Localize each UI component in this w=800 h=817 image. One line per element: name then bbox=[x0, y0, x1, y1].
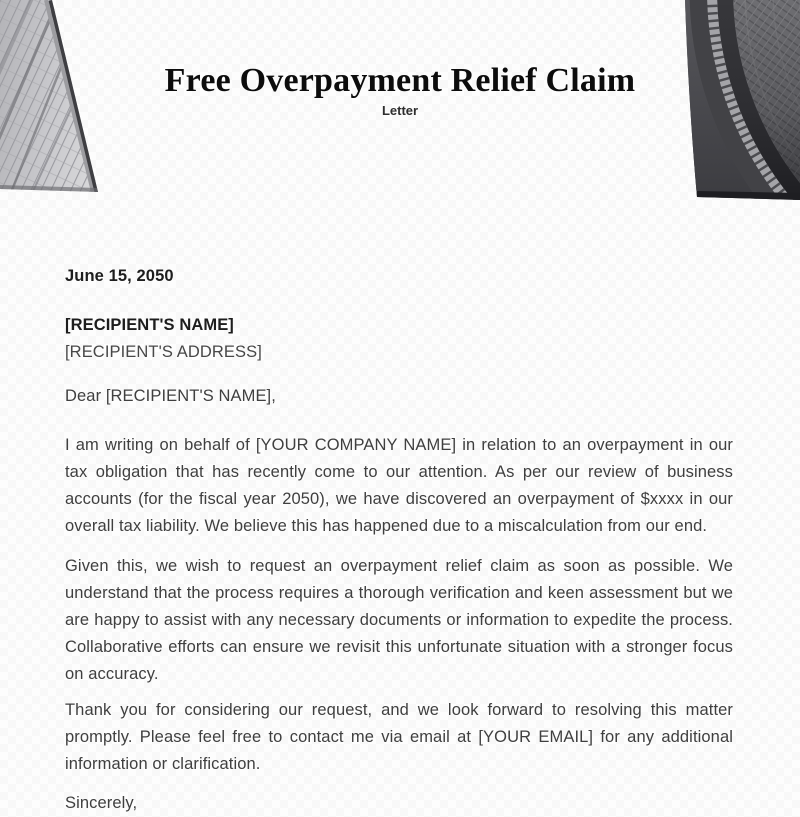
letter-date: June 15, 2050 bbox=[65, 267, 174, 285]
page-subtitle: Letter bbox=[381, 103, 419, 118]
letter-body bbox=[65, 263, 733, 817]
salutation: Dear [RECIPIENT'S NAME], bbox=[65, 387, 276, 405]
letter-paragraph: Given this, we wish to request an overpayment relief claim as soon as possible. We understand that the process requires a thorough verification and keen assessment but we are happy to assist with any necessary documents or information to expedite the process. Collaborative efforts can ensure we revisit this unfortunate situation with a stronger focus on accuracy. bbox=[65, 557, 733, 683]
recipient-name: [RECIPIENT'S NAME] bbox=[65, 316, 234, 334]
document-header bbox=[0, 0, 800, 119]
page-title: Free Overpayment Relief Claim bbox=[164, 62, 636, 99]
letter-paragraph: I am writing on behalf of [YOUR COMPANY NAME] in relation to an overpayment in our tax obligation that has recently come to our attention. As per our review of business accounts (for the fiscal year 2050), we have discovered an overpayment of $xxxx in our overall tax liability. We believe this has happened due to a miscalculation from our end. bbox=[65, 436, 733, 535]
letter-closing: Sincerely, bbox=[65, 794, 138, 812]
recipient-address: [RECIPIENT'S ADDRESS] bbox=[65, 343, 262, 361]
letter-paragraph: Thank you for considering our request, and we look forward to resolving this matter promptly. Please feel free to contact me via email at [YOUR EMAIL] for any additional information or clarification. bbox=[65, 701, 733, 773]
